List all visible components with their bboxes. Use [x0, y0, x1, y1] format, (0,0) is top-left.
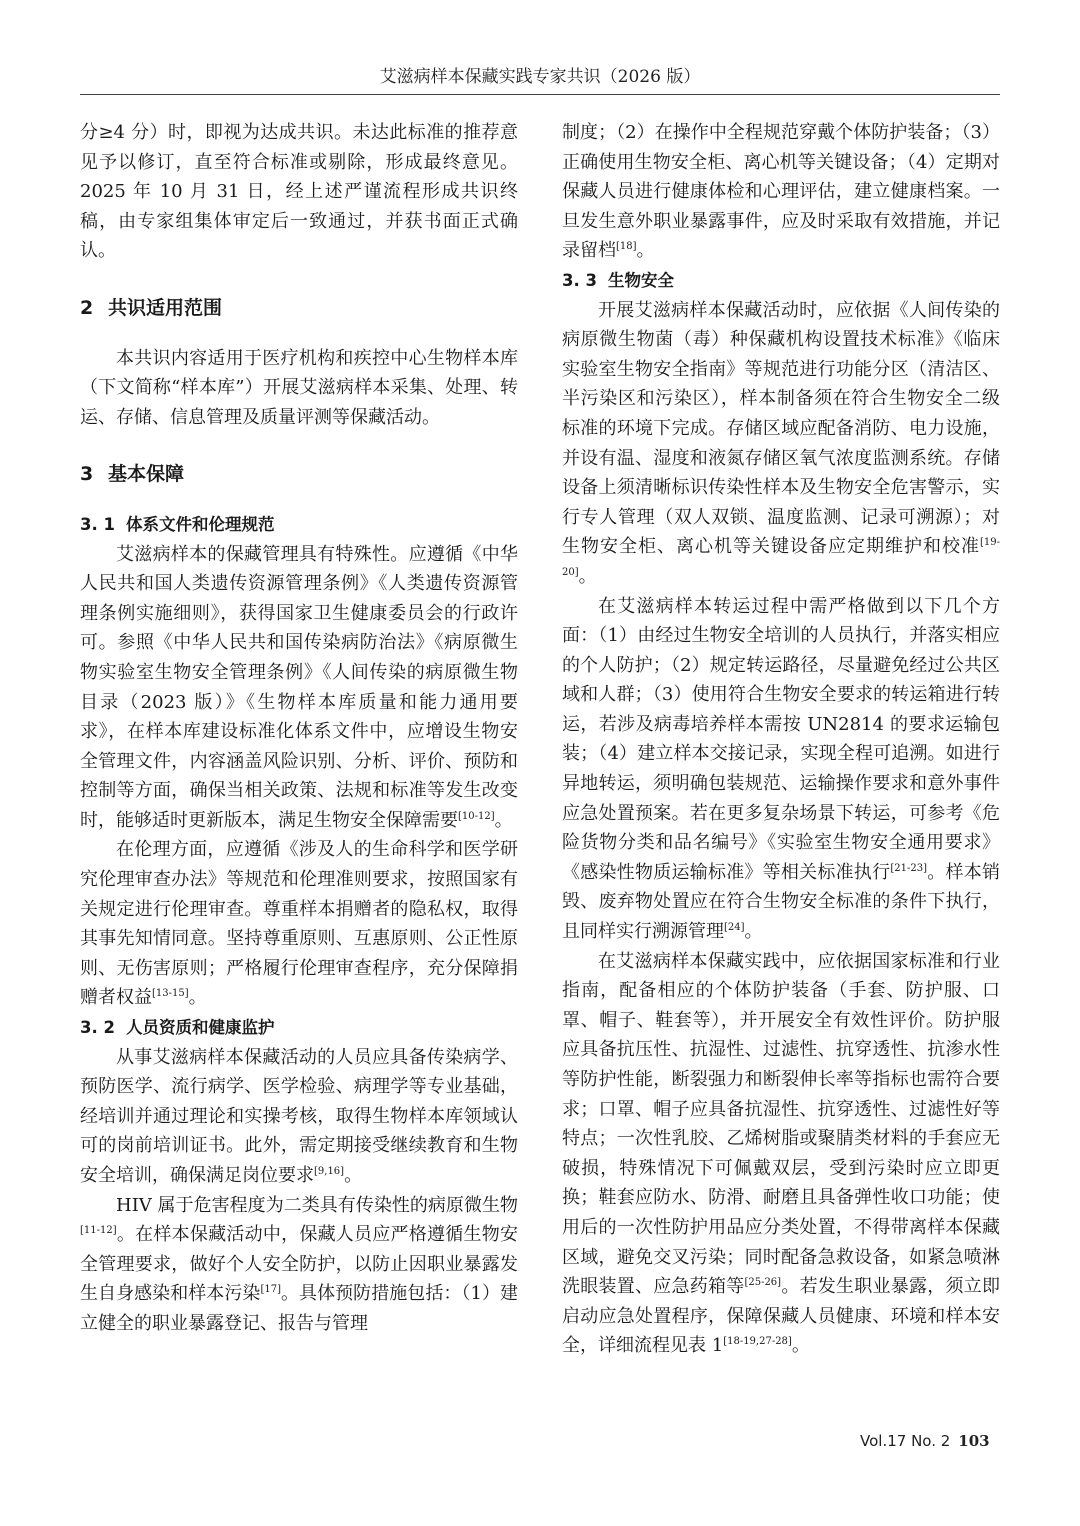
paragraph: 艾滋病样本的保藏管理具有特殊性。应遵循《中华人民共和国人类遗传资源管理条例》《人类遗传资源管理条例实施细则》，获得国家卫生健康委员会的行政许可。参照《中华人民共和国传染病防治法》《病原微生物实验室生物安全管理条例》《人间传染的病原微生物目录（2023 版）》《生物样本库质量和能力通用要求》，在样本库建设标准化体系文件中，应增设生物安全管理文件，内容涵盖风险识别、分析、评价、预防和控制等方面，确保当相关政策、法规和标准等发生改变时，能够适时更新版本，满足生物安全保障需要[10-12]。 [80, 543, 518, 831]
page-number: 103 [958, 1432, 990, 1450]
section-heading-3: 3 基本保障 [80, 463, 185, 486]
paragraph: 在艾滋病样本转运过程中需严格做到以下几个方面：（1）由经过生物安全培训的人员执行，并落实相应的个人防护；（2）规定转运路径，尽量避免经过公共区域和人群；（3）使用符合生物安全要求的转运箱进行转运，若涉及病毒培养样本需按 UN2814 的要求运输包装；（4）建立样本交接记录，实现全程可追溯。如进行异地转运，须明确包装规范、运输操作要求和意外事件应急处置预案。若在更多复杂场景下转运，可参考《危险货物分类和品名编号》《实验室生物安全通用要求》《感染性物质运输标准》等相关标准执行[21-23]。样本销毁、废弃物处置应在符合生物安全标准的条件下执行，且同样实行溯源管理[24]。 [562, 595, 1001, 943]
paragraph: 在艾滋病样本保藏实践中，应依据国家标准和行业指南，配备相应的个体防护装备（手套、防护服、口罩、帽子、鞋套等），并开展安全有效性评价。防护服应具备抗压性、抗湿性、过滤性、抗穿透性、抗渗水性等防护性能，断裂强力和断裂伸长率等指标也需符合要求；口罩、帽子应具备抗湿性、抗穿透性、过滤性好等特点；一次性乳胶、乙烯树脂或聚腈类材料的手套应无破损，特殊情况下可佩戴双层，受到污染时应立即更换；鞋套应防水、防滑、耐磨且具备弹性收口功能；使用后的一次性防护用品应分类处置，不得带离样本保藏区域，避免交叉污染；同时配备急救设备，如紧急喷淋洗眼装置、应急药箱等[25-26]。若发生职业暴露，须立即启动应急处置程序，保障保藏人员健康、环境和样本安全，详细流程见表 1[18-19,27-28]。 [562, 950, 1001, 1357]
paragraph: HIV 属于危害程度为二类具有传染性的病原微生物[11-12]。在样本保藏活动中，保藏人员应严格遵循生物安全管理要求，做好个人安全防护，以防止因职业暴露发生自身感染和样本污染[17]。具体预防措施包括：（1）建立健全的职业暴露登记、报告与管理 [80, 1194, 519, 1334]
citation: [24] [724, 922, 745, 934]
citation: [21-23] [890, 862, 928, 874]
citation: [19-20] [562, 537, 1000, 578]
citation: [18-19,27-28] [723, 1336, 792, 1348]
paragraph: 本共识内容适用于医疗机构和疾控中心生物样本库（下文简称“样本库”）开展艾滋病样本采集、处理、转运、存储、信息管理及质量评测等保藏活动。 [80, 347, 518, 428]
paragraph: 制度；（2）在操作中全程规范穿戴个体防护装备；（3）正确使用生物安全柜、离心机等关键设备；（4）定期对保藏人员进行健康体检和心理评估，建立健康档案。一旦发生意外职业暴露事件，应及时采取有效措施，并记录留档[18]。 [562, 122, 1000, 262]
citation: [17] [260, 1284, 281, 1296]
subsection-heading-3-2: 3. 2 人员资质和健康监护 [80, 1018, 275, 1038]
running-head: 艾滋病样本保藏实践专家共识（2026 版） [379, 67, 701, 87]
left-column [80, 118, 518, 1339]
citation: [25-26] [744, 1277, 782, 1289]
citation: [18] [616, 241, 637, 253]
header-rule [80, 94, 1000, 95]
subsection-heading-3-1: 3. 1 体系文件和伦理规范 [80, 514, 275, 534]
right-column [562, 118, 1000, 1361]
volume-issue: Vol.17 No. 2 [860, 1432, 951, 1450]
citation: [13-15] [152, 988, 189, 1000]
paragraph: 在伦理方面，应遵循《涉及人的生命科学和医学研究伦理审查办法》等规范和伦理准则要求，按照国家有关规定进行伦理审查。尊重样本捐赠者的隐私权，取得其事先知情同意。坚持尊重原则、互惠原则、公正性原则、无伤害原则；严格履行伦理审查程序，充分保障捐赠者权益[13-15]。 [80, 839, 518, 1009]
paragraph: 分≥4 分）时，即视为达成共识。未达此标准的推荐意见予以修订，直至符合标准或剔除，形成最终意见。2025 年 10 月 31 日，经上述严谨流程形成共识终稿，由专家组集体审定后一致通过，并获书面正式确认。 [80, 122, 518, 262]
citation: [10-12] [458, 810, 495, 822]
page-footer [860, 1432, 990, 1450]
subsection-heading-3-3: 3. 3 生物安全 [562, 270, 674, 290]
section-heading-2: 2 共识适用范围 [80, 296, 223, 319]
paragraph: 从事艾滋病样本保藏活动的人员应具备传染病学、预防医学、流行病学、医学检验、病理学等专业基础，经培训并通过理论和实操考核，取得生物样本库领域认可的岗前培训证书。此外，需定期接受继续教育和生物安全培训，确保满足岗位要求[9,16]。 [80, 1046, 518, 1186]
citation: [9,16] [314, 1166, 345, 1177]
paragraph: 开展艾滋病样本保藏活动时，应依据《人间传染的病原微生物菌（毒）种保藏机构设置技术标准》《临床实验室生物安全指南》等规范进行功能分区（清洁区、半污染区和污染区），样本制备须在符合生物安全二级标准的环境下完成。存储区域应配备消防、电力设施，并设有温、湿度和液氮存储区氧气浓度监测系统。存储设备上须清晰标识传染性样本及生物安全危害警示，实行专人管理（双人双锁、温度监测、记录可溯源）；对生物安全柜、离心机等关键设备应定期维护和校准[19-20]。 [562, 299, 1000, 587]
citation: [11-12] [80, 1225, 117, 1237]
